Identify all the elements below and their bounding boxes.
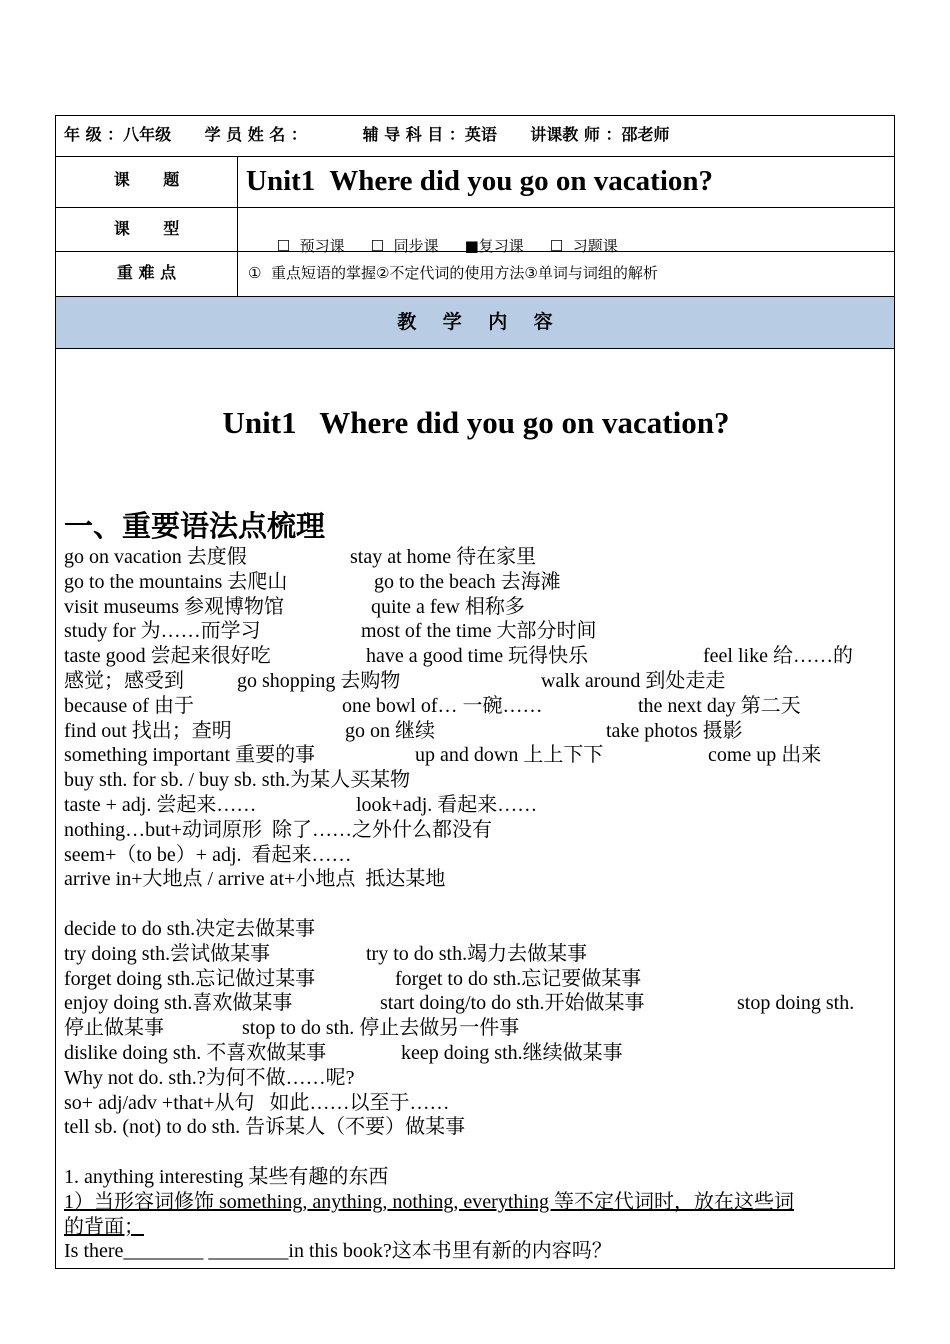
list-item xyxy=(64,793,888,818)
phrase: have a good time 玩得快乐 xyxy=(366,645,589,668)
phrase: visit museums 参观博物馆 xyxy=(64,595,285,618)
phrase: look+adj. 看起来…… xyxy=(356,793,538,816)
list-item xyxy=(64,917,888,942)
phrase: because of 由于 xyxy=(64,694,194,717)
phrase: go to the mountains 去爬山 xyxy=(64,570,288,593)
lesson-sheet xyxy=(55,115,895,1269)
list-item xyxy=(64,1066,888,1091)
list-item xyxy=(64,1115,888,1140)
list-item xyxy=(64,843,888,868)
header-row xyxy=(56,116,894,157)
label-divider xyxy=(237,157,238,297)
verb-pattern: try doing sth.尝试做某事 xyxy=(64,942,271,965)
point-title xyxy=(64,1165,888,1190)
student-label: 学 员 姓 名 ： xyxy=(204,125,307,144)
list-item xyxy=(64,967,888,992)
point-example-text: Is there________ ________in this book?这本书里有新的内容吗？ xyxy=(64,1240,612,1263)
phrase: walk around 到处走走 xyxy=(541,669,726,692)
type-sync-checkbox[interactable]: ☐ 同步课 xyxy=(370,237,439,255)
verb-pattern: enjoy doing sth.喜欢做某事 xyxy=(64,992,293,1015)
verb-pattern: Why not do. sth.?为何不做……呢? xyxy=(64,1066,355,1089)
list-item xyxy=(64,619,888,644)
verb-pattern: dislike doing sth. 不喜欢做某事 xyxy=(64,1041,327,1064)
phrase: arrive in+大地点 / arrive at+小地点 抵达某地 xyxy=(64,868,446,891)
point-rule xyxy=(64,1190,888,1215)
phrase-list xyxy=(64,545,888,1264)
list-item xyxy=(64,1041,888,1066)
phrase: buy sth. for sb. / buy sb. sth.为某人买某物 xyxy=(64,769,411,792)
grade-label: 年 级 ：八年级 xyxy=(64,125,172,144)
type-label: 课 型 xyxy=(113,219,180,238)
difficulty-row xyxy=(56,252,894,297)
list-item xyxy=(64,1091,888,1116)
unit-title: Unit1 Where did you go on vacation? xyxy=(222,405,730,440)
list-item xyxy=(64,694,888,719)
phrase: nothing…but+动词原形 除了……之外什么都没有 xyxy=(64,818,492,841)
verb-pattern: try to do sth.竭力去做某事 xyxy=(366,942,588,965)
point-rule-text: 1）当形容词修饰 something, anything, nothing, everything 等不定代词时，放在这些词 xyxy=(64,1190,794,1213)
list-item xyxy=(64,595,888,620)
teacher-label: 讲课教 师 ：邵老师 xyxy=(530,125,670,144)
list-item xyxy=(64,644,888,669)
verb-pattern: forget doing sth.忘记做过某事 xyxy=(64,967,316,990)
type-preview-checkbox[interactable]: ☐ 预习课 xyxy=(276,237,345,255)
list-item xyxy=(64,1016,888,1041)
topic-label: 课 题 xyxy=(113,170,180,189)
type-exercise-checkbox[interactable]: ☐ 习题课 xyxy=(549,237,618,255)
list-item xyxy=(64,768,888,793)
phrase: taste + adj. 尝起来…… xyxy=(64,793,257,816)
phrase: study for 为……而学习 xyxy=(64,620,261,643)
difficulty-label: 重 难 点 xyxy=(116,263,177,282)
phrase: go to the beach 去海滩 xyxy=(374,570,561,593)
phrase: find out 找出；查明 xyxy=(64,719,232,742)
verb-pattern: forget to do sth.忘记要做某事 xyxy=(395,967,642,990)
phrase: something important 重要的事 xyxy=(64,744,316,767)
phrase: take photos 摄影 xyxy=(606,719,743,742)
point-rule-cont xyxy=(64,1215,888,1240)
phrase: taste good 尝起来很好吃 xyxy=(64,645,271,668)
point-title-text: 1. anything interesting 某些有趣的东西 xyxy=(64,1165,389,1188)
phrase: go shopping 去购物 xyxy=(237,669,401,692)
list-item xyxy=(64,669,888,694)
phrase: 感觉；感受到 xyxy=(64,669,184,692)
phrase: most of the time 大部分时间 xyxy=(361,620,597,643)
phrase: seem+（to be）+ adj. 看起来…… xyxy=(64,843,352,866)
list-item xyxy=(64,942,888,967)
verb-pattern: 停止做某事 xyxy=(64,1017,164,1040)
verb-pattern: so+ adj/adv +that+从句 如此……以至于…… xyxy=(64,1091,450,1114)
point-rule-text-cont: 的背面； xyxy=(64,1215,144,1238)
phrase: stay at home 待在家里 xyxy=(350,546,537,568)
difficulty-value: ① 重点短语的掌握②不定代词的使用方法③单词与词组的解析 xyxy=(248,264,658,282)
phrase: go on vacation 去度假 xyxy=(64,546,247,568)
phrase: the next day 第二天 xyxy=(638,694,801,717)
list-item xyxy=(64,818,888,843)
list-item xyxy=(64,743,888,768)
content-band-label: 教 学 内 容 xyxy=(397,311,553,333)
verb-pattern: tell sb. (not) to do sth. 告诉某人（不要）做某事 xyxy=(64,1116,466,1139)
content-band xyxy=(56,297,894,349)
verb-pattern: keep doing sth.继续做某事 xyxy=(401,1041,623,1064)
list-item xyxy=(64,545,888,570)
verb-pattern: stop doing sth. xyxy=(737,992,855,1015)
type-row xyxy=(56,208,894,255)
verb-pattern: start doing/to do sth.开始做某事 xyxy=(380,992,645,1015)
topic-row xyxy=(56,157,894,208)
phrase: up and down 上上下下 xyxy=(415,744,604,767)
subject-label: 辅 导 科 目 ：英语 xyxy=(362,125,497,144)
phrase: go on 继续 xyxy=(345,719,435,742)
topic-value: Unit1 Where did you go on vacation? xyxy=(246,165,714,197)
list-item xyxy=(64,867,888,892)
section-heading: 一、重要语法点梳理 xyxy=(64,509,326,543)
point-example xyxy=(64,1239,888,1264)
type-review-checkbox[interactable]: ■复习课 xyxy=(464,237,524,255)
verb-pattern: stop to do sth. 停止去做另一件事 xyxy=(242,1017,520,1040)
list-item xyxy=(64,719,888,744)
list-item xyxy=(64,991,888,1016)
phrase: one bowl of… 一碗…… xyxy=(342,694,543,717)
phrase: come up 出来 xyxy=(708,744,822,767)
phrase: feel like 给……的 xyxy=(703,645,853,668)
verb-pattern: decide to do sth.决定去做某事 xyxy=(64,917,316,940)
phrase: quite a few 相称多 xyxy=(371,595,525,618)
list-item xyxy=(64,570,888,595)
header-info xyxy=(64,122,669,145)
